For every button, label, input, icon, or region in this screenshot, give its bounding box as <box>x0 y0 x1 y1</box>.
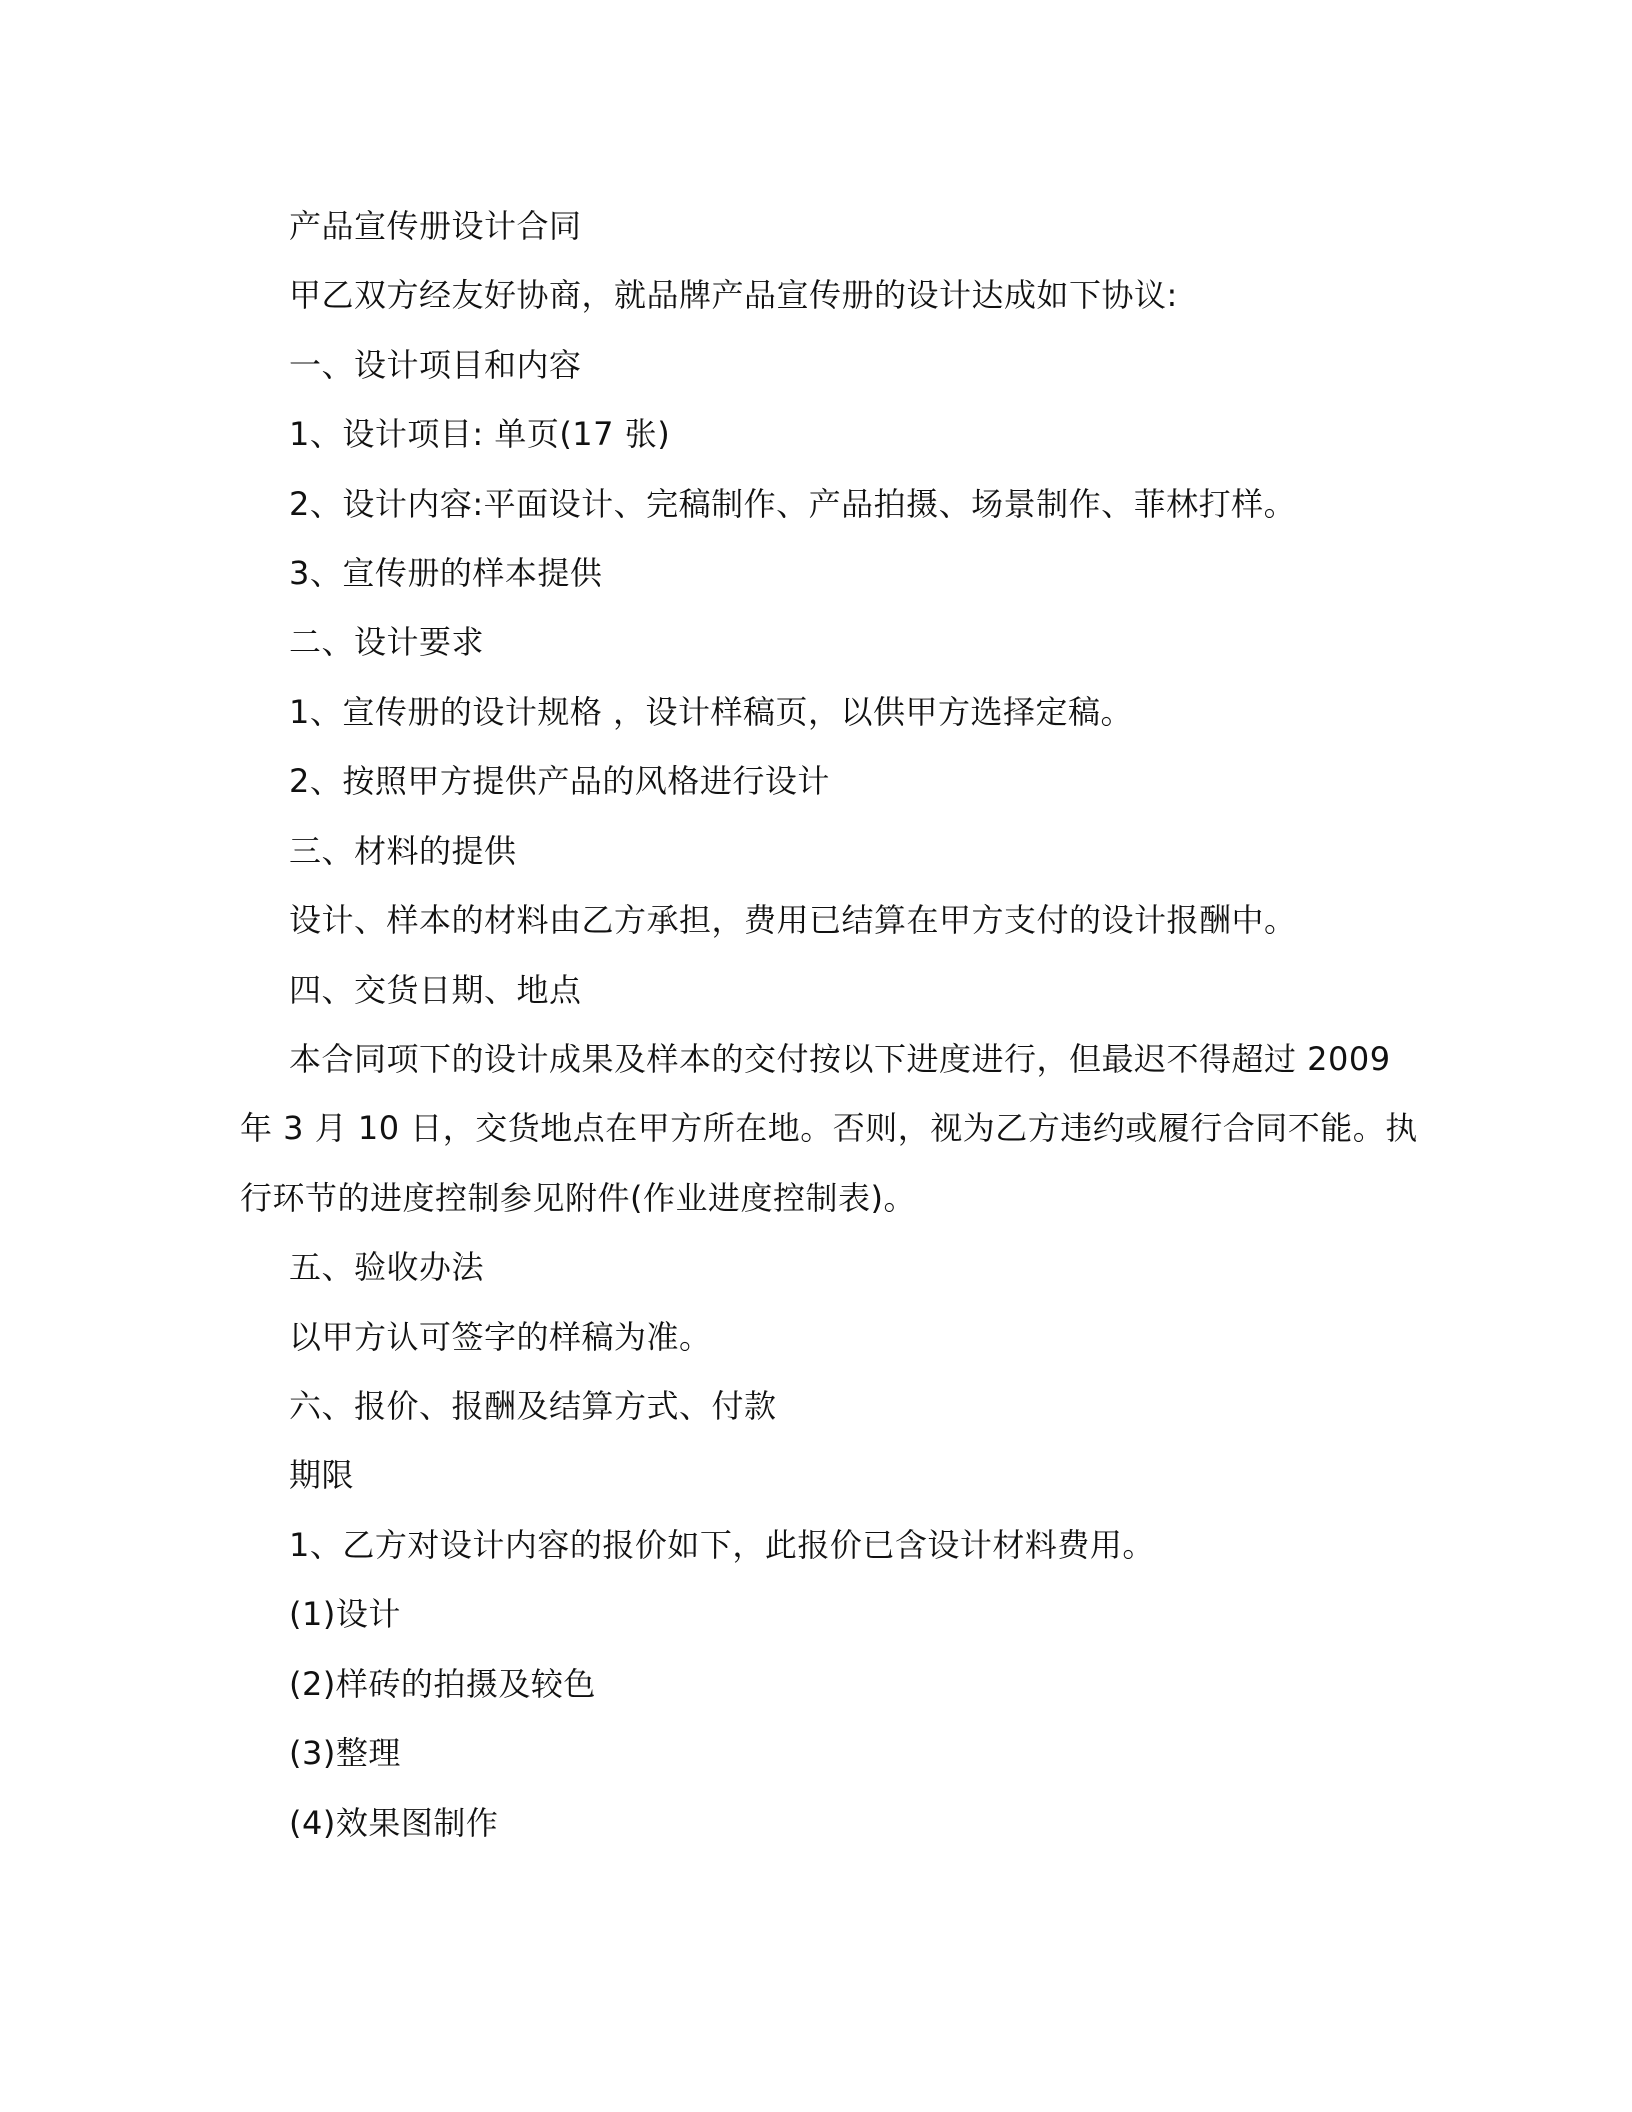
list-item: (1)设计 <box>289 1595 401 1633</box>
section-heading-2: 二、设计要求 <box>289 623 485 661</box>
paragraph-intro: 甲乙双方经友好协商，就品牌产品宣传册的设计达成如下协议: <box>289 276 1178 314</box>
list-item: (2)样砖的拍摄及较色 <box>289 1665 596 1703</box>
paragraph: 2、设计内容:平面设计、完稿制作、产品拍摄、场景制作、菲林打样。 <box>289 485 1297 523</box>
paragraph: 1、宣传册的设计规格 ，设计样稿页，以供甲方选择定稿。 <box>289 693 1134 731</box>
paragraph: 1、设计项目: 单页(17 张) <box>289 415 671 453</box>
section-heading-3: 三、材料的提供 <box>289 832 517 870</box>
list-item: (3)整理 <box>289 1734 401 1772</box>
document-title: 产品宣传册设计合同 <box>289 207 582 245</box>
section-heading-6: 六、报价、报酬及结算方式、付款 <box>289 1387 777 1425</box>
paragraph: 2、按照甲方提供产品的风格进行设计 <box>289 762 830 800</box>
paragraph: 设计、样本的材料由乙方承担，费用已结算在甲方支付的设计报酬中。 <box>289 901 1297 939</box>
paragraph-continuation: 行环节的进度控制参见附件(作业进度控制表)。 <box>240 1179 916 1217</box>
list-item: (4)效果图制作 <box>289 1804 499 1842</box>
paragraph: 本合同项下的设计成果及样本的交付按以下进度进行，但最迟不得超过 2009 <box>289 1040 1391 1078</box>
paragraph: 以甲方认可签字的样稿为准。 <box>289 1318 712 1356</box>
section-heading-5: 五、验收办法 <box>289 1248 485 1286</box>
paragraph-continuation: 年 3 月 10 日，交货地点在甲方所在地。否则，视为乙方违约或履行合同不能。执 <box>240 1109 1418 1147</box>
paragraph: 3、宣传册的样本提供 <box>289 554 603 592</box>
paragraph: 1、乙方对设计内容的报价如下，此报价已含设计材料费用。 <box>289 1526 1155 1564</box>
section-heading-4: 四、交货日期、地点 <box>289 971 582 1009</box>
section-heading-1: 一、设计项目和内容 <box>289 346 582 384</box>
section-heading-6-continuation: 期限 <box>289 1456 355 1494</box>
